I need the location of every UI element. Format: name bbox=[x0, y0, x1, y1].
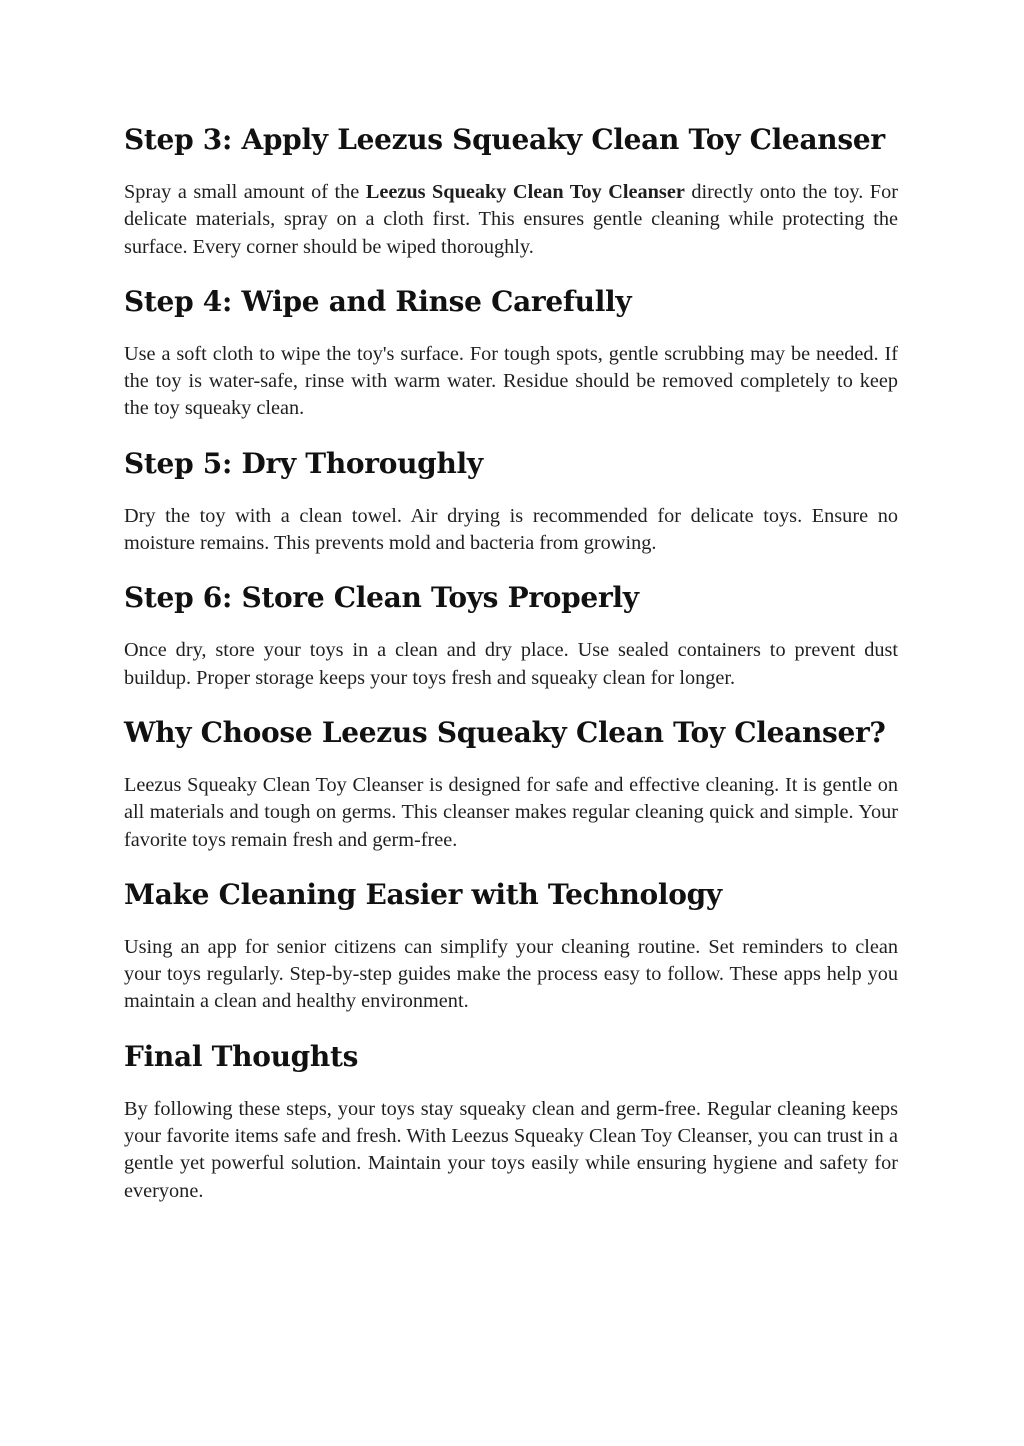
section-step-5 bbox=[124, 442, 898, 558]
section-heading: Why Choose Leezus Squeaky Clean Toy Cleanser? bbox=[124, 715, 886, 749]
section-heading: Step 3: Apply Leezus Squeaky Clean Toy Cleanser bbox=[124, 123, 885, 156]
section-paragraph: Once dry, store your toys in a clean and dry place. Use sealed containers to prevent dust buildup. Proper storage keeps your toys fresh and squeaky clean for longer. bbox=[124, 639, 898, 689]
paragraph-text: directly onto the toy. For delicate materials, spray on a cloth first. This ensures gentle cleaning while protecting the surface. Every corner should be wiped thoroughly. bbox=[124, 181, 898, 258]
section-paragraph bbox=[124, 179, 898, 261]
section-why-choose bbox=[124, 711, 898, 854]
section-paragraph: By following these steps, your toys stay squeaky clean and germ-free. Regular cleaning keeps your favorite items safe and fresh. With Leezus Squeaky Clean Toy Cleanser, you can trust in a gentle yet powerful solution. Maintain your toys easily while ensuring hygiene and safety for everyone. bbox=[124, 1097, 898, 1202]
section-technology bbox=[124, 873, 898, 1016]
section-step-3 bbox=[124, 118, 898, 261]
section-paragraph: Use a soft cloth to wipe the toy's surface. For tough spots, gentle scrubbing may be needed. If the toy is water-safe, rinse with warm water. Residue should be removed completely to keep the toy squeaky clean. bbox=[124, 342, 898, 420]
section-heading: Step 4: Wipe and Rinse Carefully bbox=[124, 284, 632, 318]
paragraph-text: Spray a small amount of the bbox=[124, 181, 366, 203]
section-step-6 bbox=[124, 576, 898, 692]
section-paragraph: Leezus Squeaky Clean Toy Cleanser is designed for safe and effective cleaning. It is gentle on all materials and tough on germs. This cleanser makes regular cleaning quick and simple. Your favorite toys remain fresh and germ-free. bbox=[124, 773, 898, 851]
section-heading: Step 5: Dry Thoroughly bbox=[124, 446, 483, 480]
section-heading: Final Thoughts bbox=[124, 1039, 359, 1073]
section-paragraph: Using an app for senior citizens can simplify your cleaning routine. Set reminders to clean your toys regularly. Step-by-step guides make the process easy to follow. These apps help you maintain a clean and healthy environment. bbox=[124, 935, 898, 1013]
section-step-4 bbox=[124, 280, 898, 423]
product-name-bold: Leezus Squeaky Clean Toy Cleanser bbox=[365, 181, 685, 203]
section-paragraph: Dry the toy with a clean towel. Air drying is recommended for delicate toys. Ensure no moisture remains. This prevents mold and bacteria from growing. bbox=[124, 504, 898, 555]
section-heading: Step 6: Store Clean Toys Properly bbox=[124, 581, 639, 615]
document-page bbox=[124, 118, 898, 1224]
section-final-thoughts bbox=[124, 1035, 898, 1205]
section-heading: Make Cleaning Easier with Technology bbox=[124, 877, 722, 911]
